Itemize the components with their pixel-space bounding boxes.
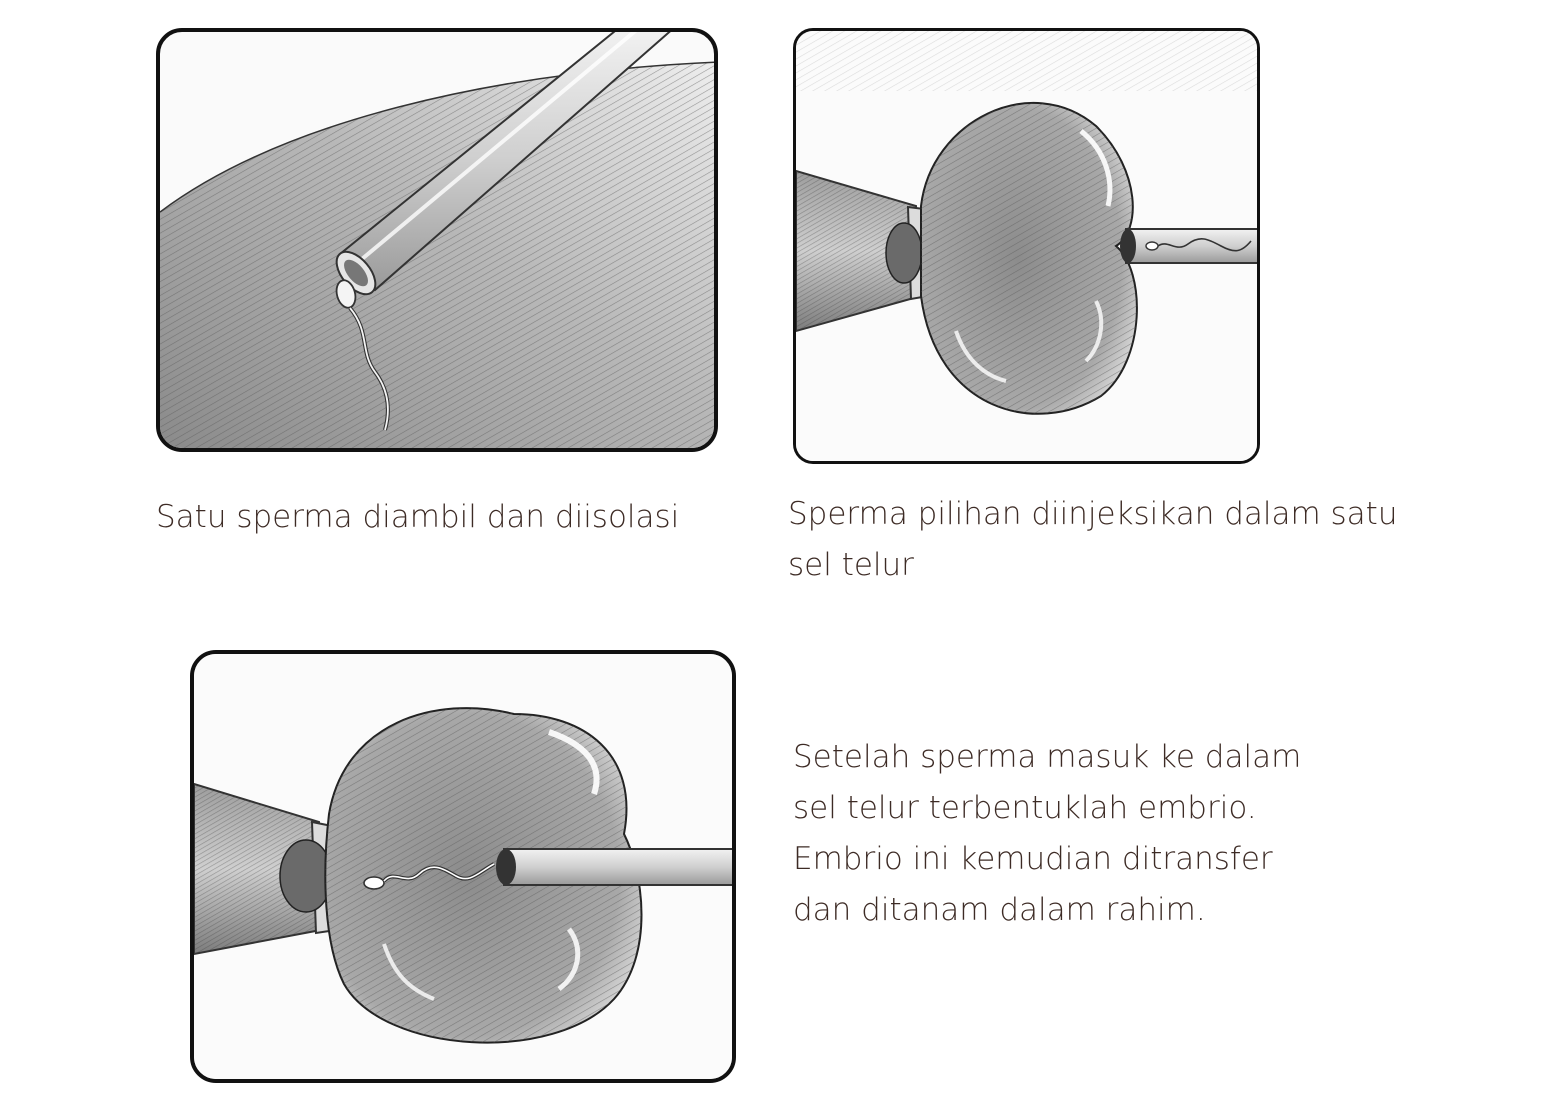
step-3-caption [793, 732, 1301, 936]
caption-line: dan ditanam dalam rahim. [793, 892, 1206, 928]
injection-needle-icon [1120, 229, 1257, 263]
step-1-caption [156, 492, 679, 543]
caption-line: Embrio ini kemudian ditransfer [793, 841, 1273, 877]
caption-line: Sperma pilihan diinjeksikan dalam satu [788, 496, 1398, 532]
step-2-illustration [793, 28, 1260, 464]
caption-line: sel telur [788, 547, 914, 583]
step-1-illustration [156, 28, 718, 452]
injection-needle-icon [496, 849, 732, 885]
caption-line: sel telur terbentuklah embrio. [793, 790, 1257, 826]
egg-cell-icon [921, 103, 1137, 414]
step-3-illustration [190, 650, 736, 1083]
caption-line: Setelah sperma masuk ke dalam [793, 739, 1302, 775]
step-2-caption [788, 489, 1397, 591]
caption-line: Satu sperma diambil dan diisolasi [156, 499, 680, 535]
